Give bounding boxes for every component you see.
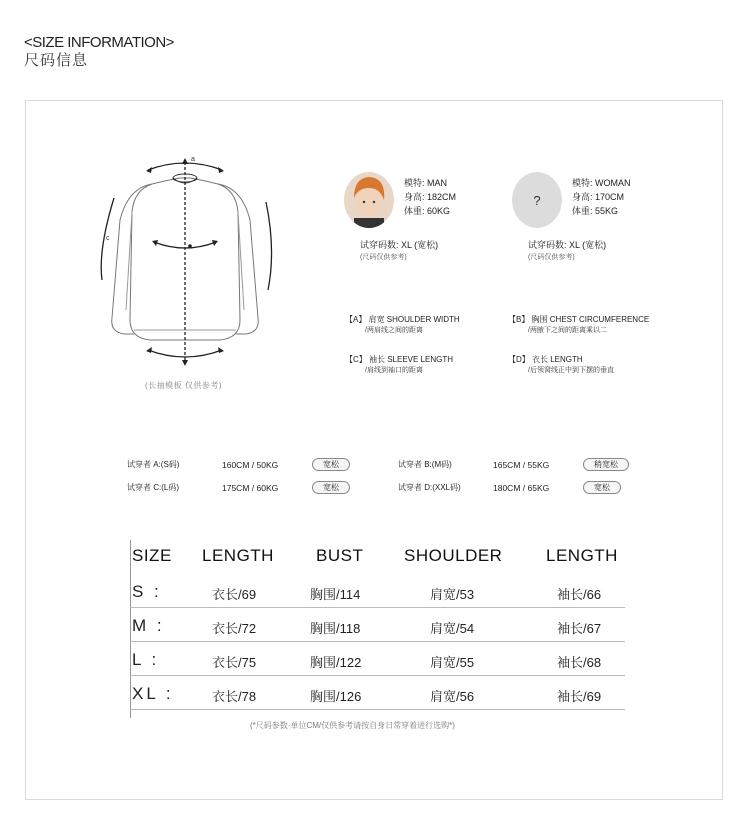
tester-stats: 160CM / 50KG: [222, 459, 279, 470]
row-length: 衣长/72: [212, 621, 257, 636]
measurement-b: 【B】 胸围 CHEST CIRCUMFERENCE /两腋下之间的距离乘以二: [508, 315, 650, 334]
tester-fit-badge: 宽松: [312, 481, 350, 494]
model-fit: 试穿码数: XL (宽松): [528, 240, 607, 250]
tester-b: [398, 458, 629, 471]
tester-label: 试穿者 C:(L码): [127, 483, 179, 492]
tester-stats: 175CM / 60KG: [222, 482, 279, 493]
model-fit-note: (尺码仅供参考): [528, 254, 575, 261]
row-bust: 胸围/114: [310, 587, 361, 602]
row-size: XL :: [132, 684, 174, 703]
row-sleeve: 袖长/69: [557, 689, 602, 704]
header-title-en: <SIZE INFORMATION>: [24, 34, 174, 51]
header-size: SIZE: [132, 546, 172, 565]
row-sleeve: 袖长/68: [557, 655, 602, 670]
header-title-zh: 尺码信息: [24, 52, 89, 69]
model-weight: 体重: 60KG: [404, 206, 451, 216]
table-row: [130, 608, 625, 642]
row-bust: 胸围/126: [310, 689, 362, 704]
row-shoulder: 肩宽/55: [430, 655, 475, 670]
tester-label: 试穿者 B:(M码): [398, 460, 452, 469]
tester-label: 试穿者 D:(XXL码): [398, 483, 461, 492]
model-label: 模特: MAN: [404, 178, 448, 188]
model-weight: 体重: 55KG: [572, 206, 619, 216]
header-sleeve-length: LENGTH: [546, 546, 618, 565]
row-shoulder: 肩宽/54: [430, 621, 475, 636]
measurement-c: 【C】 袖长 SLEEVE LENGTH /肩线到袖口的距离: [345, 355, 454, 374]
table-row: [130, 574, 625, 608]
row-rule: [130, 709, 625, 710]
row-bust: 胸围/118: [310, 621, 361, 636]
row-length: 衣长/75: [212, 655, 257, 670]
tester-stats: 180CM / 65KG: [493, 482, 550, 493]
size-table: [130, 540, 625, 710]
tester-c: [127, 481, 350, 494]
tester-d: [398, 481, 621, 494]
header-shoulder: SHOULDER: [404, 546, 503, 565]
table-footnote: (*尺码参数·单位CM/仅供参考请按自身日常穿着进行选购*): [250, 721, 455, 730]
header-length: LENGTH: [202, 546, 274, 565]
measurement-a: 【A】 肩宽 SHOULDER WIDTH /两肩线之间的距离: [345, 315, 460, 334]
row-length: 衣长/78: [212, 689, 257, 704]
row-bust: 胸围/122: [310, 655, 362, 670]
marker-a: a: [191, 156, 195, 163]
measurement-d: 【D】 衣长 LENGTH /后领窝线正中到下摆的垂直: [508, 355, 614, 374]
marker-c: c: [106, 235, 110, 242]
table-row: [130, 642, 625, 676]
model-fit-note: (尺码仅供参考): [360, 254, 407, 261]
model-avatar-placeholder: ?: [512, 172, 562, 228]
tester-a: [127, 458, 350, 471]
row-sleeve: 袖长/66: [557, 587, 602, 602]
tester-fit-badge: 宽松: [312, 458, 350, 471]
row-size: L :: [132, 650, 160, 669]
tester-label: 试穿者 A:(S码): [127, 460, 180, 469]
model-height: 身高: 170CM: [572, 192, 625, 202]
tester-fit-badge: 稍宽松: [583, 458, 629, 471]
page-header: [24, 34, 174, 70]
row-length: 衣长/69: [212, 587, 257, 602]
row-shoulder: 肩宽/56: [430, 689, 475, 704]
row-size: S :: [132, 582, 162, 601]
sweater-diagram: [90, 150, 280, 375]
model-label: 模特: WOMAN: [572, 178, 631, 188]
table-row: [130, 676, 625, 710]
diagram-caption: (长抽模板 仅供参考): [145, 381, 223, 390]
row-sleeve: 袖长/67: [557, 621, 602, 636]
model-fit: 试穿码数: XL (宽松): [360, 240, 439, 250]
row-shoulder: 肩宽/53: [430, 587, 475, 602]
table-header-row: [130, 540, 625, 574]
model-height: 身高: 182CM: [404, 192, 457, 202]
tester-stats: 165CM / 55KG: [493, 459, 550, 470]
row-size: M :: [132, 616, 165, 635]
model-avatar-photo: [344, 172, 394, 228]
tester-fit-badge: 宽松: [583, 481, 621, 494]
header-bust: BUST: [316, 546, 364, 565]
